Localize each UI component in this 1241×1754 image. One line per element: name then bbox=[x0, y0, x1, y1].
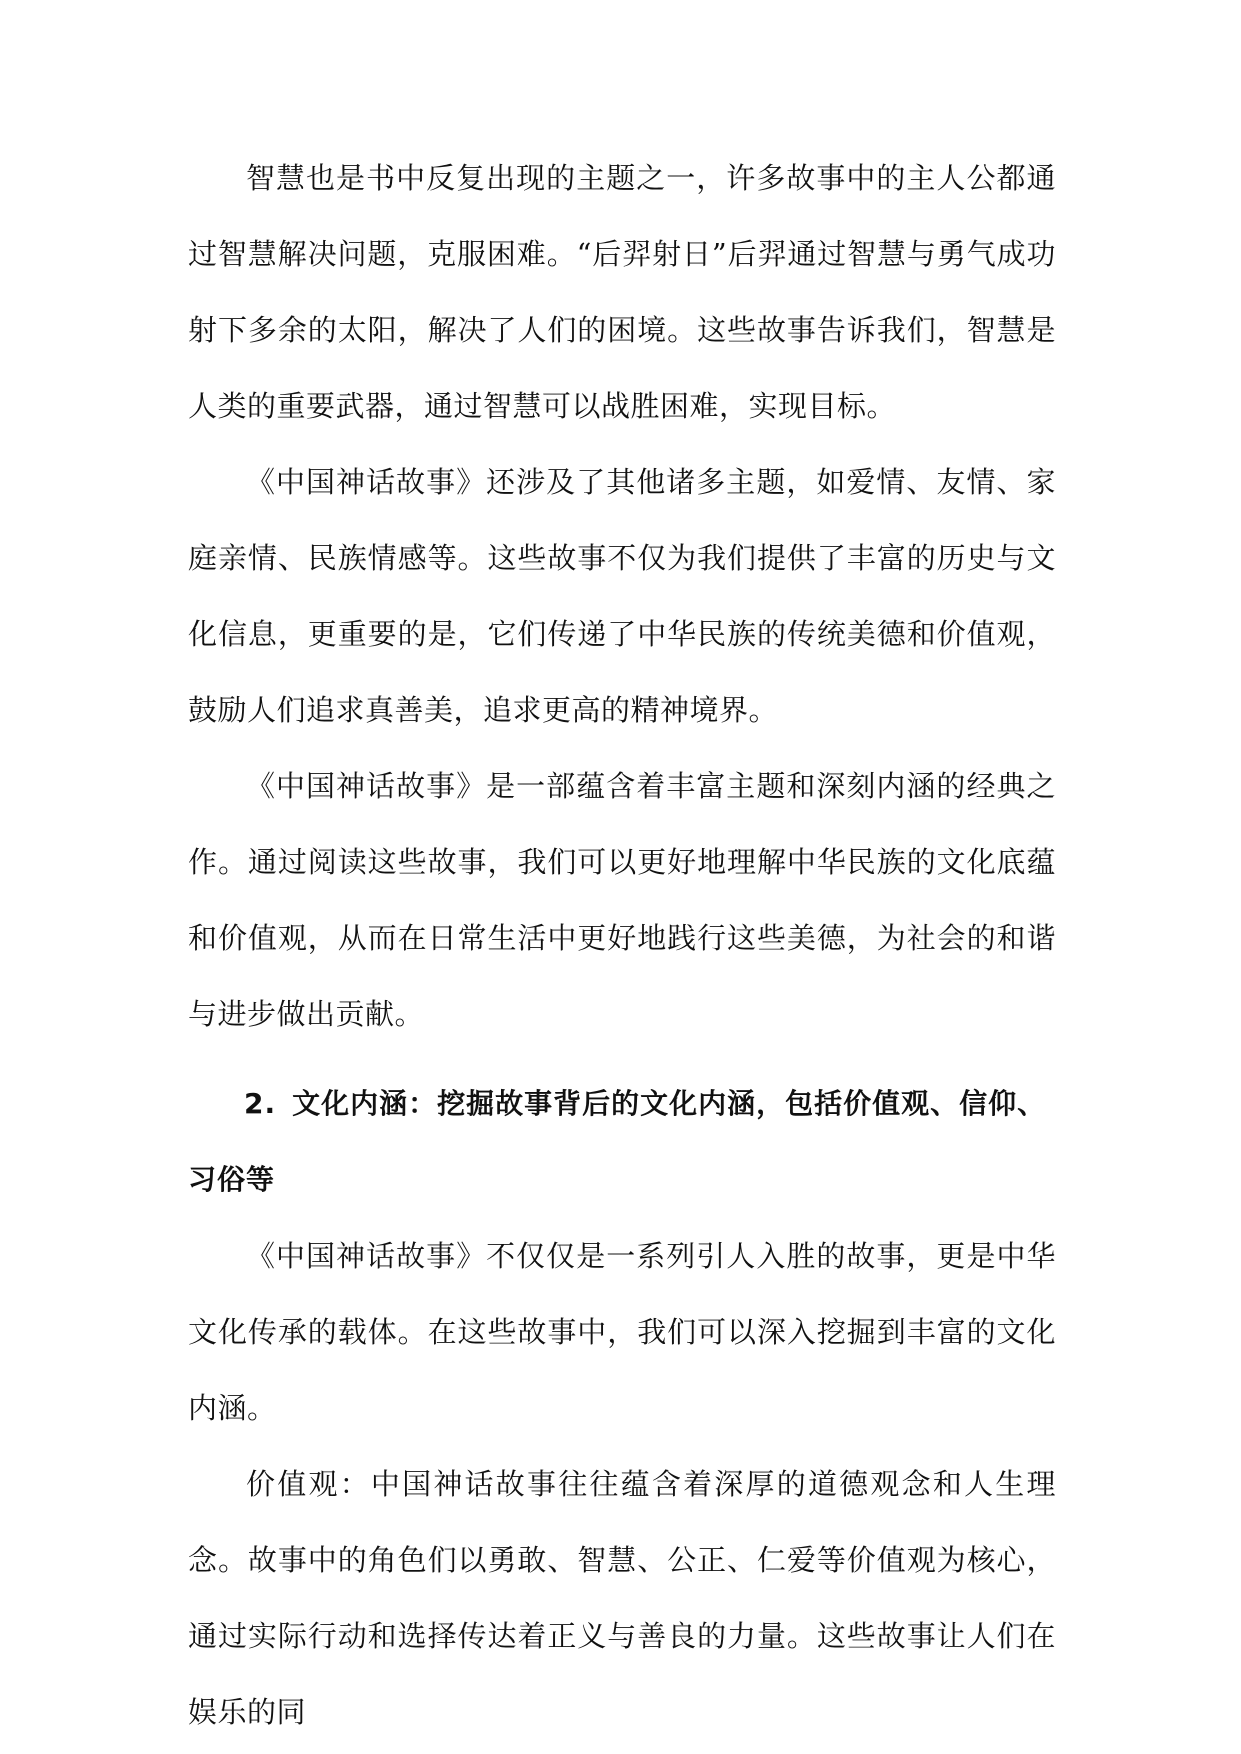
page-content bbox=[188, 140, 1056, 1750]
section-heading bbox=[188, 1066, 1056, 1218]
paragraph-cultural-carrier: 《中国神话故事》不仅仅是一系列引人入胜的故事，更是中华文化传承的载体。在这些故事中，我们可以深入挖掘到丰富的文化内涵。 bbox=[188, 1239, 1056, 1425]
paragraph-conclusion: 《中国神话故事》是一部蕴含着丰富主题和深刻内涵的经典之作。通过阅读这些故事，我们可以更好地理解中华民族的文化底蕴和价值观，从而在日常生活中更好地践行这些美德，为社会的和谐与进步做出贡献。 bbox=[188, 769, 1056, 1031]
section-title: 文化内涵：挖掘故事背后的文化内涵，包括价值观、信仰、习俗等 bbox=[188, 1087, 1047, 1196]
paragraph-values: 价值观：中国神话故事往往蕴含着深厚的道德观念和人生理念。故事中的角色们以勇敢、智慧、公正、仁爱等价值观为核心，通过实际行动和选择传达着正义与善良的力量。这些故事让人们在娱乐的同 bbox=[188, 1467, 1056, 1729]
section-number: 2. bbox=[244, 1087, 277, 1120]
paragraph-other-themes: 《中国神话故事》还涉及了其他诸多主题，如爱情、友情、家庭亲情、民族情感等。这些故事不仅为我们提供了丰富的历史与文化信息，更重要的是，它们传递了中华民族的传统美德和价值观，鼓励人们追求真善美，追求更高的精神境界。 bbox=[188, 465, 1056, 727]
paragraph-wisdom: 智慧也是书中反复出现的主题之一，许多故事中的主人公都通过智慧解决问题，克服困难。“后羿射日”后羿通过智慧与勇气成功射下多余的太阳，解决了人们的困境。这些故事告诉我们，智慧是人类的重要武器，通过智慧可以战胜困难，实现目标。 bbox=[188, 161, 1056, 423]
